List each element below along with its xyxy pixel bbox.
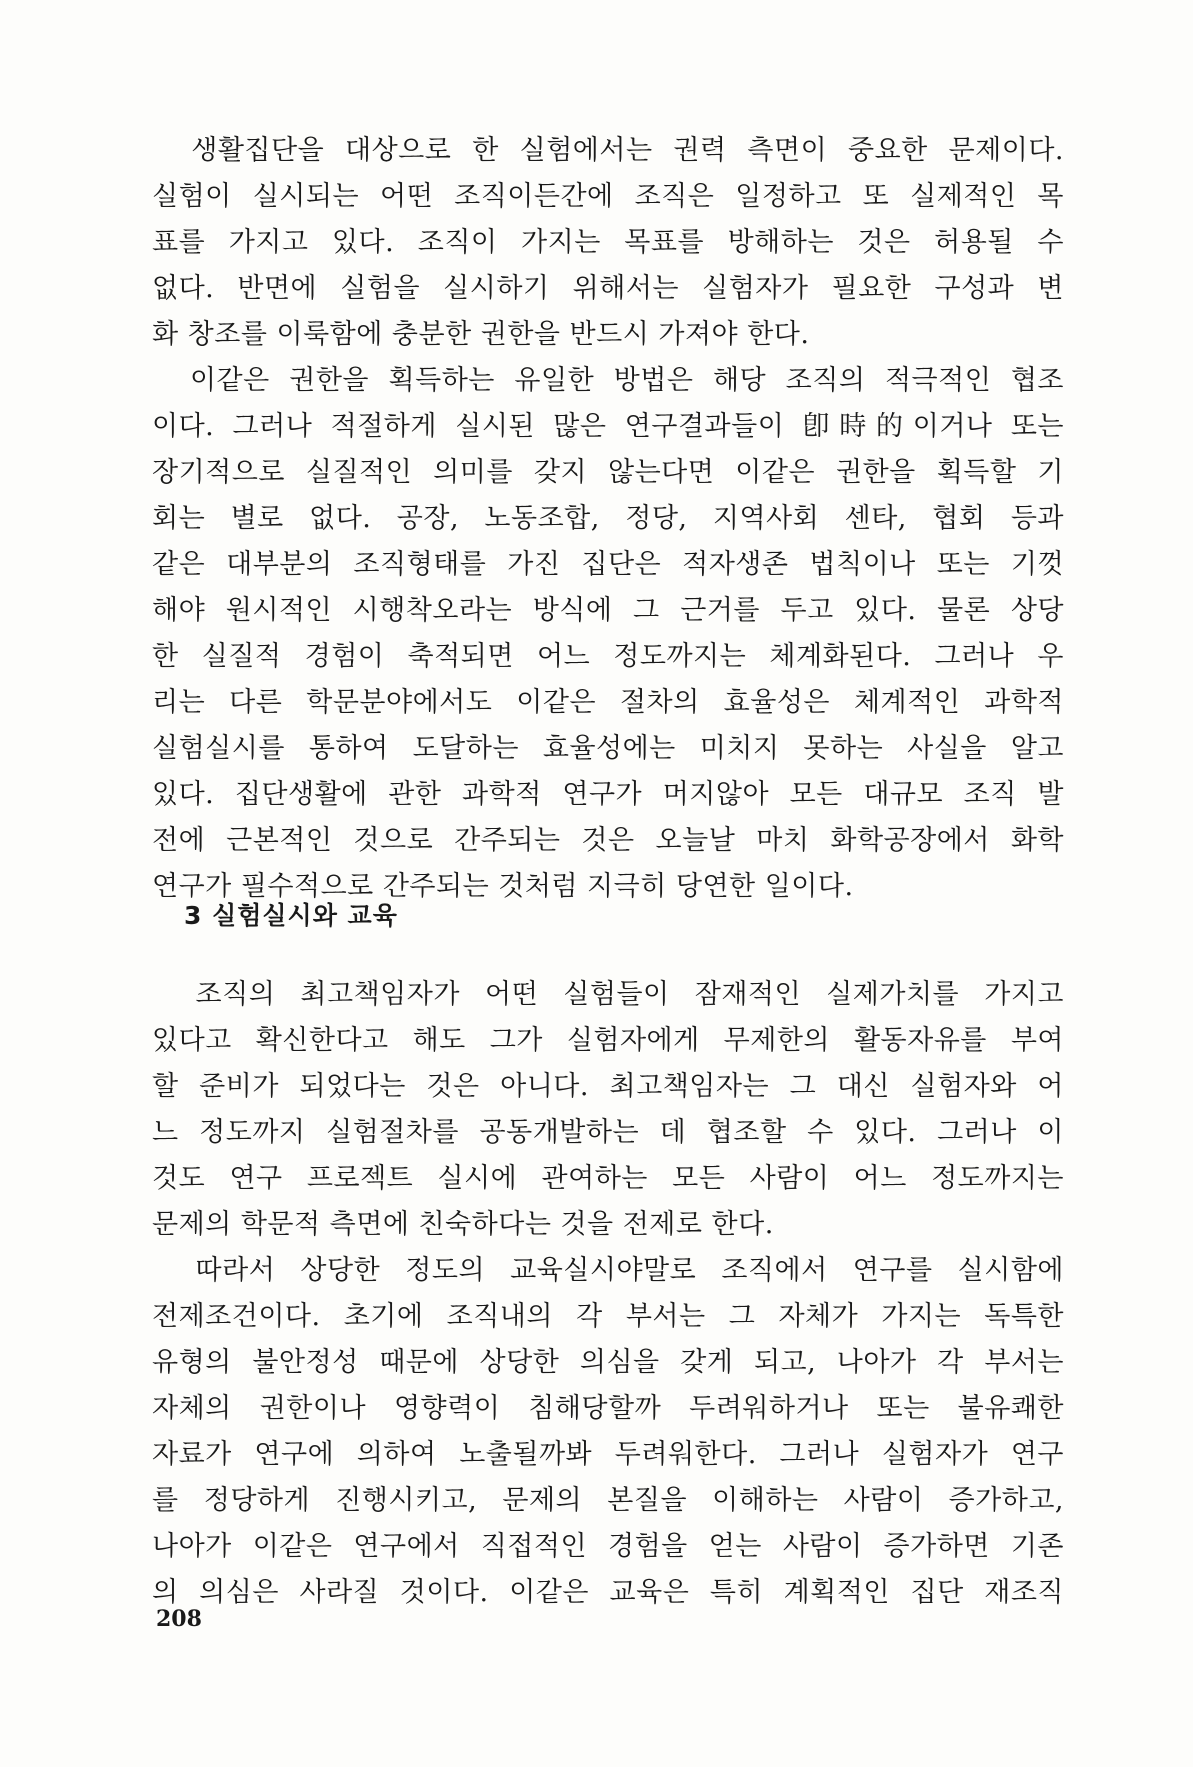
text-line: 한 실질적 경험이 축적되면 어느 정도까지는 체계화된다. 그러나 우: [152, 641, 1064, 672]
text-line: 같은 대부분의 조직형태를 가진 집단은 적자생존 법칙이나 또는 기껏: [152, 549, 1064, 580]
text-line: 리는 다른 학문분야에서도 이같은 절차의 효율성은 체계적인 과학적: [152, 687, 1064, 718]
text-line: 실험실시를 통하여 도달하는 효율성에는 미치지 못하는 사실을 알고: [152, 733, 1064, 764]
text-line: 장기적으로 실질적인 의미를 갖지 않는다면 이같은 권한을 획득할 기: [152, 457, 1064, 488]
text-line: 실험이 실시되는 어떤 조직이든간에 조직은 일정하고 또 실제적인 목: [152, 181, 1064, 212]
paragraph-2: [152, 358, 1064, 910]
text-line: 조직의 최고책임자가 어떤 실험들이 잠재적인 실제가치를 가지고: [152, 979, 1064, 1010]
text-line: 연구가 필수적으로 간주되는 것처럼 지극히 당연한 일이다.: [152, 871, 854, 902]
text-line: 없다. 반면에 실험을 실시하기 위해서는 실험자가 필요한 구성과 변: [152, 273, 1064, 304]
page-number: 208: [156, 1606, 202, 1632]
text-line: 것도 연구 프로젝트 실시에 관여하는 모든 사람이 어느 정도까지는: [152, 1163, 1064, 1194]
text-line: 따라서 상당한 정도의 교육실시야말로 조직에서 연구를 실시함에: [152, 1255, 1064, 1286]
text-line: 자체의 권한이나 영향력이 침해당할까 두려워하거나 또는 불유쾌한: [152, 1393, 1064, 1424]
text-line: 회는 별로 없다. 공장, 노동조합, 정당, 지역사회 센타, 협회 등과: [152, 503, 1064, 534]
text-line: 전에 근본적인 것으로 간주되는 것은 오늘날 마치 화학공장에서 화학: [152, 825, 1064, 856]
text-line: 화 창조를 이룩함에 충분한 권한을 반드시 가져야 한다.: [152, 319, 810, 350]
text-line: 유형의 불안정성 때문에 상당한 의심을 갖게 되고, 나아가 각 부서는: [152, 1347, 1064, 1378]
paragraph-3: [152, 972, 1064, 1248]
text-line: 를 정당하게 진행시키고, 문제의 본질을 이해하는 사람이 증가하고,: [152, 1485, 1064, 1516]
text-line: 있다. 집단생활에 관한 과학적 연구가 머지않아 모든 대규모 조직 발: [152, 779, 1064, 810]
text-line: 느 정도까지 실험절차를 공동개발하는 데 협조할 수 있다. 그러나 이: [152, 1117, 1064, 1148]
text-line: 표를 가지고 있다. 조직이 가지는 목표를 방해하는 것은 허용될 수: [152, 227, 1064, 258]
text-line: 나아가 이같은 연구에서 직접적인 경험을 얻는 사람이 증가하면 기존: [152, 1531, 1064, 1562]
text-line: 전제조건이다. 초기에 조직내의 각 부서는 그 자체가 가지는 독특한: [152, 1301, 1064, 1332]
text-line: 문제의 학문적 측면에 친숙하다는 것을 전제로 한다.: [152, 1209, 774, 1240]
section-heading: 3 실험실시와 교육: [184, 901, 398, 930]
paragraph-1: [152, 128, 1064, 358]
text-line: 생활집단을 대상으로 한 실험에서는 권력 측면이 중요한 문제이다.: [152, 135, 1064, 166]
paragraph-4: [152, 1248, 1064, 1616]
text-line: 할 준비가 되었다는 것은 아니다. 최고책임자는 그 대신 실험자와 어: [152, 1071, 1064, 1102]
text-line: 해야 원시적인 시행착오라는 방식에 그 근거를 두고 있다. 물론 상당: [152, 595, 1064, 626]
text-line: 있다고 확신한다고 해도 그가 실험자에게 무제한의 활동자유를 부여: [152, 1025, 1064, 1056]
text-line: 자료가 연구에 의하여 노출될까봐 두려워한다. 그러나 실험자가 연구: [152, 1439, 1064, 1470]
text-line: 이같은 권한을 획득하는 유일한 방법은 해당 조직의 적극적인 협조: [152, 365, 1064, 396]
text-line: 의 의심은 사라질 것이다. 이같은 교육은 특히 계획적인 집단 재조직: [152, 1577, 1064, 1608]
text-line: 이다. 그러나 적절하게 실시된 많은 연구결과들이 卽時的이거나 또는: [152, 411, 1064, 442]
